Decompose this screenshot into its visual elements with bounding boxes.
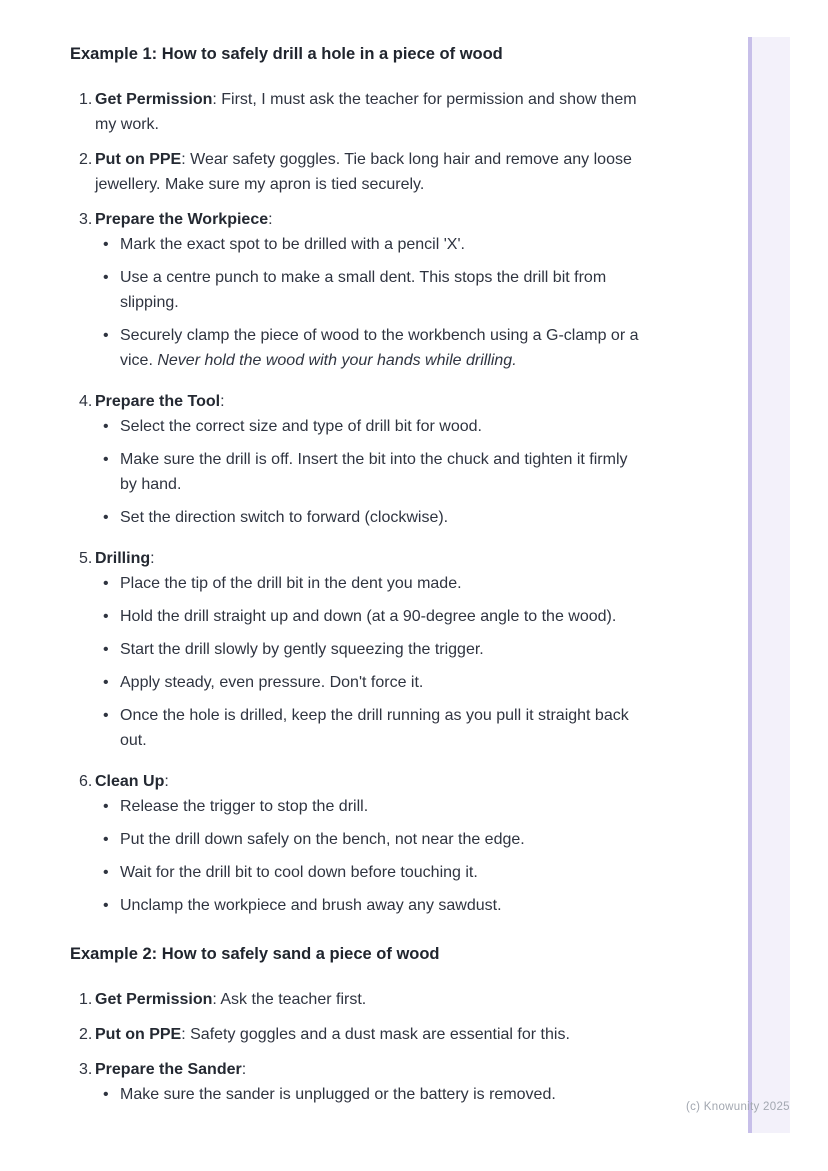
list-item (79, 147, 640, 197)
bullet-item (95, 860, 640, 885)
bullet-text: Make sure the sander is unplugged or the battery is removed. (120, 1086, 556, 1103)
bullet-text: Wait for the drill bit to cool down before touching it. (120, 864, 478, 881)
bullet-list (95, 1082, 640, 1107)
item-number: 1. (79, 991, 93, 1008)
item-number: 4. (79, 393, 93, 410)
item-text: : Safety goggles and a dust mask are essential for this. (181, 1026, 570, 1043)
copyright-watermark: (c) Knowunity 2025 (686, 1101, 790, 1113)
bullet-item (95, 794, 640, 819)
bullet-text: Place the tip of the drill bit in the dent you made. (120, 575, 462, 592)
page-edge-accent-bar (748, 37, 790, 1133)
bullet-text: Once the hole is drilled, keep the drill running as you pull it straight back out. (120, 707, 629, 749)
bullet-item (95, 637, 640, 662)
bullet-item (95, 265, 640, 315)
item-text: : Wear safety goggles. Tie back long hair and remove any loose jewellery. Make sure my apron is tied securely. (95, 151, 632, 193)
list-item (79, 987, 640, 1012)
bullet-item (95, 893, 640, 918)
bullet-item (95, 604, 640, 629)
item-number: 3. (79, 1061, 93, 1078)
item-text: : (220, 393, 225, 410)
item-number: 3. (79, 211, 93, 228)
bullet-text: Hold the drill straight up and down (at a 90-degree angle to the wood). (120, 608, 617, 625)
item-number: 5. (79, 550, 93, 567)
numbered-list-example-1 (70, 87, 640, 924)
bullet-item (95, 670, 640, 695)
bullet-item (95, 323, 640, 373)
bullet-item (95, 703, 640, 753)
item-text: : (268, 211, 273, 228)
item-label: Prepare the Tool (95, 393, 221, 410)
list-item (79, 87, 640, 137)
bullet-text: Mark the exact spot to be drilled with a pencil 'X'. (120, 236, 465, 253)
item-text: : Ask the teacher first. (212, 991, 367, 1008)
bullet-item (95, 414, 640, 439)
numbered-list-example-2 (70, 987, 640, 1113)
bullet-text: Unclamp the workpiece and brush away any sawdust. (120, 897, 502, 914)
item-number: 6. (79, 773, 93, 790)
list-item (79, 207, 640, 379)
bullet-text: Apply steady, even pressure. Don't force it. (120, 674, 424, 691)
item-label: Get Permission (95, 91, 213, 108)
item-number: 2. (79, 151, 93, 168)
document-content (70, 44, 640, 1123)
bullet-item (95, 571, 640, 596)
list-item (79, 1022, 640, 1047)
section-heading-example-1: Example 1: How to safely drill a hole in a piece of wood (70, 45, 503, 63)
bullet-text: Use a centre punch to make a small dent. This stops the drill bit from slipping. (120, 269, 607, 311)
item-text: : First, I must ask the teacher for permission and show them my work. (95, 91, 637, 133)
item-label: Prepare the Workpiece (95, 211, 269, 228)
bullet-text: Securely clamp the piece of wood to the workbench using a G-clamp or a vice. (120, 327, 639, 369)
bullet-list (95, 571, 640, 753)
bullet-text: Put the drill down safely on the bench, not near the edge. (120, 831, 525, 848)
section-heading-example-2: Example 2: How to safely sand a piece of wood (70, 945, 440, 963)
item-number: 1. (79, 91, 93, 108)
bullet-italic-warning: Never hold the wood with your hands while drilling. (157, 352, 517, 369)
item-label: Clean Up (95, 773, 165, 790)
bullet-list (95, 794, 640, 918)
item-label: Drilling (95, 550, 151, 567)
bullet-list (95, 232, 640, 373)
item-text: : (164, 773, 169, 790)
item-label: Prepare the Sander (95, 1061, 242, 1078)
item-text: : (241, 1061, 247, 1078)
bullet-text: Set the direction switch to forward (clockwise). (120, 509, 449, 526)
list-item (79, 1057, 640, 1113)
bullet-text: Select the correct size and type of drill bit for wood. (120, 418, 482, 435)
bullet-text: Start the drill slowly by gently squeezing the trigger. (120, 641, 484, 658)
bullet-item (95, 232, 640, 257)
bullet-item (95, 505, 640, 530)
item-text: : (150, 550, 155, 567)
item-label: Put on PPE (95, 151, 182, 168)
list-item (79, 389, 640, 536)
item-number: 2. (79, 1026, 93, 1043)
bullet-text: Release the trigger to stop the drill. (120, 798, 369, 815)
bullet-list (95, 414, 640, 530)
bullet-text: Make sure the drill is off. Insert the bit into the chuck and tighten it firmly by hand. (120, 451, 628, 493)
bullet-item (95, 827, 640, 852)
list-item (79, 769, 640, 924)
item-label: Put on PPE (95, 1026, 182, 1043)
list-item (79, 546, 640, 759)
item-label: Get Permission (95, 991, 213, 1008)
bullet-item (95, 1082, 640, 1107)
bullet-item (95, 447, 640, 497)
